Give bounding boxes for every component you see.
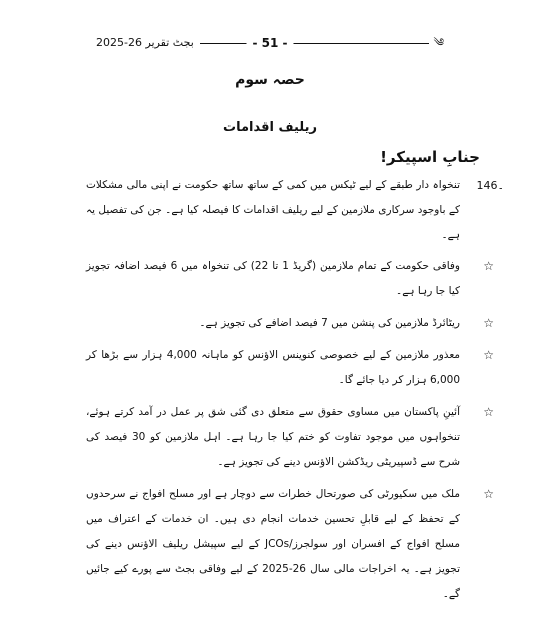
list-item xyxy=(86,482,494,607)
list-item xyxy=(86,254,494,304)
paragraph-146 xyxy=(86,173,504,248)
salutation: جنابِ اسپیکر! xyxy=(380,148,480,166)
list-item-text: معذور ملازمین کے لیے خصوصی کنوینس الاؤنس کو ماہانہ 4,000 ہزار سے بڑھا کر 6,000 ہزار کر دیا جائے گا۔ xyxy=(86,349,461,386)
list-item xyxy=(86,311,494,336)
document-body xyxy=(86,173,504,614)
paragraph-text: تنخواہ دار طبقے کے لیے ٹیکس میں کمی کے ساتھ ساتھ حکومت نے اپنی مالی مشکلات کے باوجود سرکاری ملازمین کے لیے ریلیف اقدامات کا فیصلہ کیا ہے۔ جن کی تفصیل یہ ہے۔ xyxy=(86,179,460,241)
list-item xyxy=(86,343,494,393)
paragraph-number: 146۔ xyxy=(476,179,504,192)
star-icon: ☆ xyxy=(483,259,494,273)
list-item xyxy=(86,400,494,475)
star-icon: ☆ xyxy=(483,348,494,362)
page-header xyxy=(96,34,444,52)
header-ornament-icon: ༄ xyxy=(429,34,444,52)
list-item-text: ریٹائرڈ ملازمین کی پنشن میں 7 فیصد اضافے کی تجویز ہے۔ xyxy=(199,317,460,329)
section-title: حصہ سوم xyxy=(235,72,305,88)
list-item-text: وفاقی حکومت کے تمام ملازمین (گریڈ 1 تا 22) کی تنخواہ میں 6 فیصد اضافہ تجویز کیا جا رہا ہے۔ xyxy=(86,260,460,297)
star-icon: ☆ xyxy=(483,405,494,419)
subsection-title: ریلیف اقدامات xyxy=(223,120,317,135)
list-item-text: آئینِ پاکستان میں مساوی حقوق سے متعلق دی گئی شق پر عمل در آمد کرتے ہوئے، تنخواہوں میں موجود تفاوت کو ختم کیا جا رہا ہے۔ اہل ملازمین کو 30 فیصد کی شرح سے ڈسپیریٹی ریڈکشن الاؤنس دینے کی تجویز ہے۔ xyxy=(86,406,460,468)
star-icon: ☆ xyxy=(483,487,494,501)
list-item-text: ملک میں سکیورٹی کی صورتحال خطرات سے دوچار ہے اور مسلح افواج نے سرحدوں کے تحفظ کے لیے قابلِ تحسین خدمات انجام دی ہیں۔ ان خدمات کے اعتراف میں مسلح افواج کے افسران اور سولجرز/JCOs کے لیے سپیشل ریلیف الاؤنس دینے کی تجویز ہے۔ یہ اخراجات مالی سال 26-2025 کے لیے وفاقی بجٹ سے پورے کیے جائیں گے۔ xyxy=(86,488,460,600)
star-icon: ☆ xyxy=(483,316,494,330)
header-budget-title: بجٹ تقریر 26-2025 xyxy=(96,34,200,52)
page-number: - 51 - xyxy=(246,34,293,52)
